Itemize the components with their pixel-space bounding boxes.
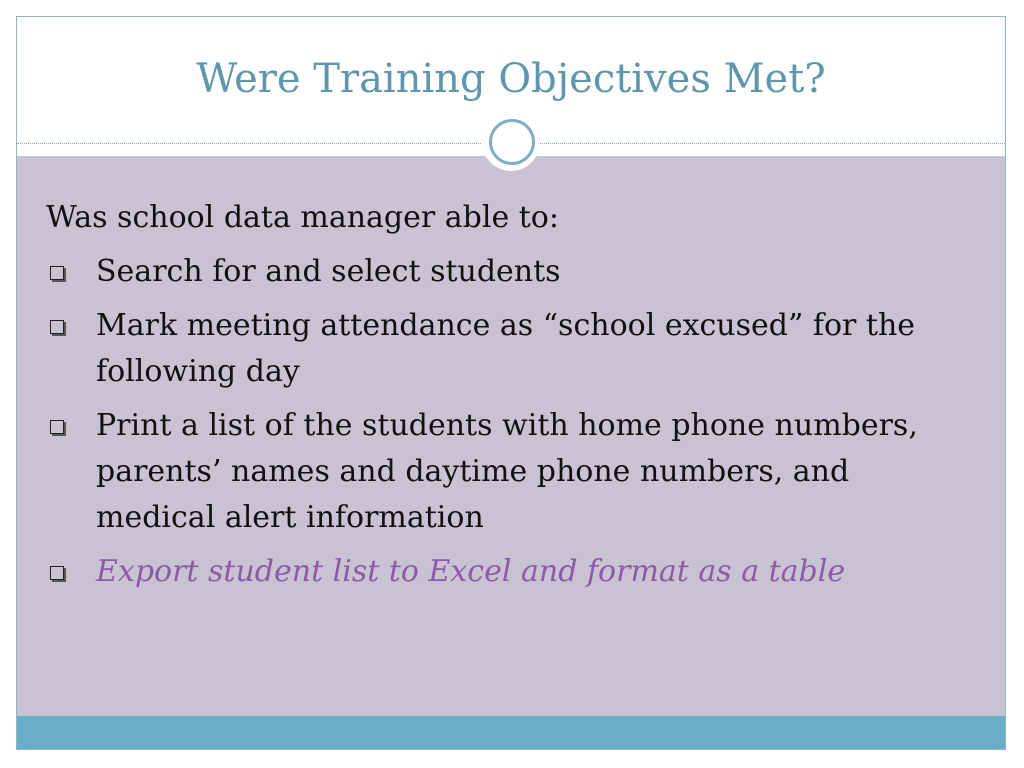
- bullet-text: Mark meeting attendance as “school excused” for the following day: [96, 308, 916, 389]
- bullet-item: [46, 249, 976, 295]
- bullet-item: [46, 303, 976, 395]
- ring-ornament-icon: [489, 119, 535, 165]
- bullet-text: Search for and select students: [96, 254, 561, 289]
- slide-title: Were Training Objectives Met?: [196, 56, 826, 102]
- checkbox-square-icon: [50, 420, 64, 434]
- checkbox-square-icon: [50, 266, 64, 280]
- bullet-item-highlighted: [46, 549, 976, 595]
- checkbox-square-icon: [50, 320, 64, 334]
- footer-bar: [17, 716, 1005, 750]
- bullet-text: Print a list of the students with home phone numbers, parents’ names and daytime phone numbers, and medical alert information: [96, 408, 918, 535]
- slide: [16, 16, 1006, 750]
- intro-text: Was school data manager able to:: [46, 200, 559, 235]
- bullet-item: [46, 403, 976, 541]
- bullet-text-highlighted: Export student list to Excel and format as a table: [96, 554, 846, 589]
- slide-body: [46, 195, 976, 603]
- bullet-list: [46, 249, 976, 595]
- checkbox-square-icon: [50, 566, 64, 580]
